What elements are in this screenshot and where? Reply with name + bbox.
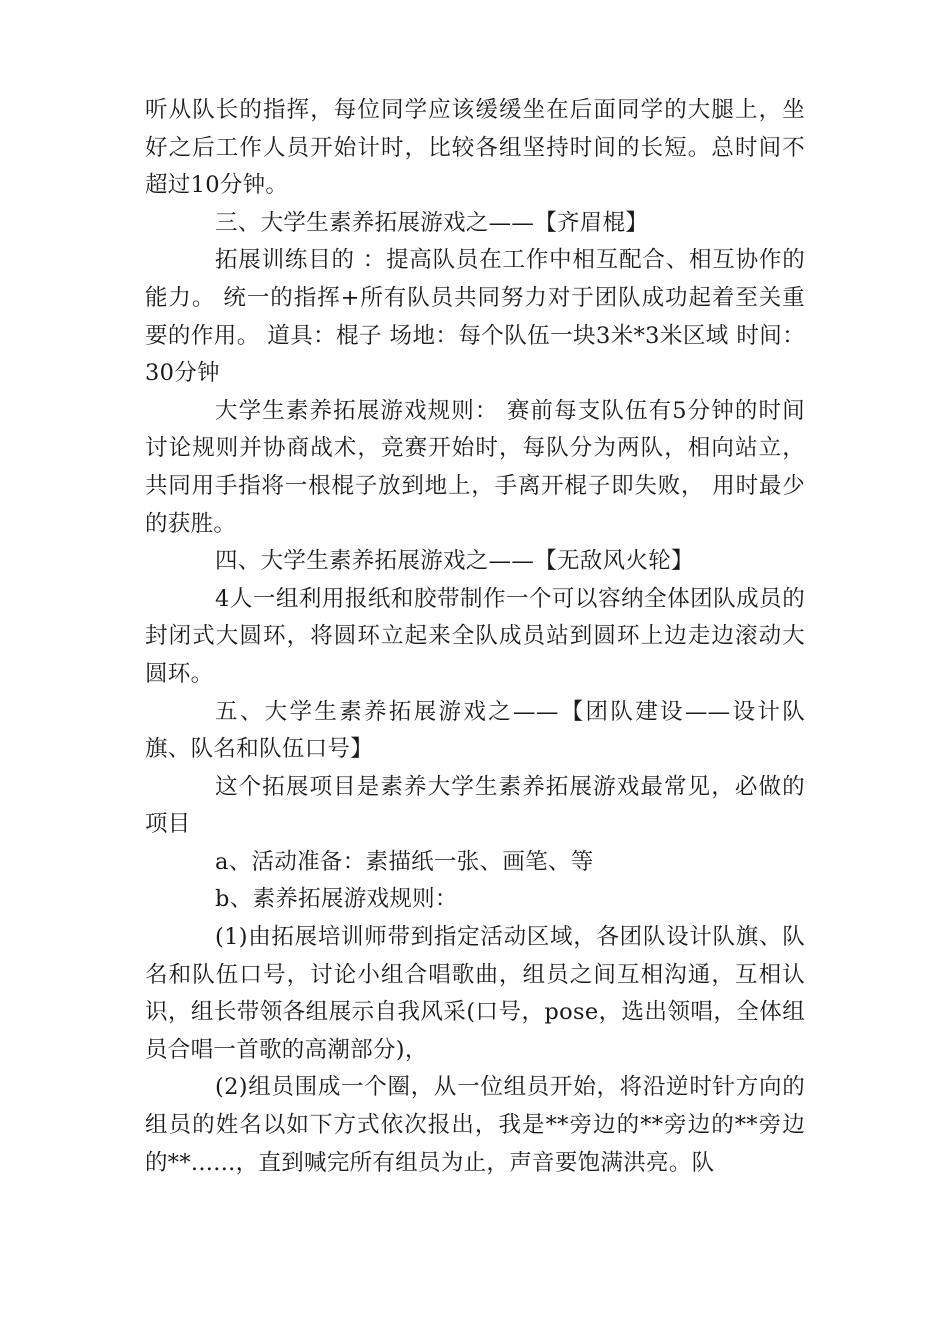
section-heading-4: 四、大学生素养拓展游戏之——【无敌风火轮】 [215, 548, 694, 575]
section-heading-5: 五、大学生素养拓展游戏之——【团队建设——设计队旗、队名和队伍口号】 [145, 698, 805, 763]
list-item-a: a、活动准备：素描纸一张、画笔、等 [215, 848, 594, 875]
rule-item-1: (1)由拓展培训师带到指定活动区域，各团队设计队旗、队名和队伍口号，讨论小组合唱歌曲，组员之间互相沟通，互相认识，组长带领各组展示自我风采(口号，pose，选出领唱，全体组员合唱一首歌的高潮部分)， [145, 924, 805, 1063]
paragraph-fire-wheel: 4人一组利用报纸和胶带制作一个可以容纳全体团队成员的封闭式大圆环，将圆环立起来全队成员站到圆环上边走边滚动大圆环。 [145, 585, 805, 687]
paragraph-rules: 大学生素养拓展游戏规则： 赛前每支队伍有5分钟的时间讨论规则并协商战术，竞赛开始时，每队分为两队，相向站立，共同用手指将一根棍子放到地上，手离开棍子即失败， 用时最少的获胜。 [145, 397, 805, 537]
rule-item-2: (2)组员围成一个圈，从一位组员开始，将沿逆时针方向的组员的姓名以如下方式依次报出，我是**旁边的**旁边的**旁边的**......，直到喊完所有组员为止，声音要饱满洪亮。队 [145, 1074, 805, 1176]
paragraph-purpose: 拓展训练目的 ：提高队员在工作中相互配合、相互协作的能力。 统一的指挥+所有队员共同努力对于团队成功起着至关重要的作用。 道具：棍子 场地：每个队伍一块3米*3米区域 时间：30分钟 [145, 247, 805, 387]
document-page [145, 92, 805, 1182]
list-item-b: b、素养拓展游戏规则： [215, 886, 458, 913]
paragraph-1: 听从队长的指挥，每位同学应该缓缓坐在后面同学的大腿上，坐好之后工作人员开始计时，比较各组坚持时间的长短。总时间不超过10分钟。 [145, 97, 805, 199]
section-heading-3: 三、大学生素养拓展游戏之——【齐眉棍】 [215, 209, 649, 236]
paragraph-team-building: 这个拓展项目是素养大学生素养拓展游戏最常见，必做的项目 [145, 773, 805, 838]
